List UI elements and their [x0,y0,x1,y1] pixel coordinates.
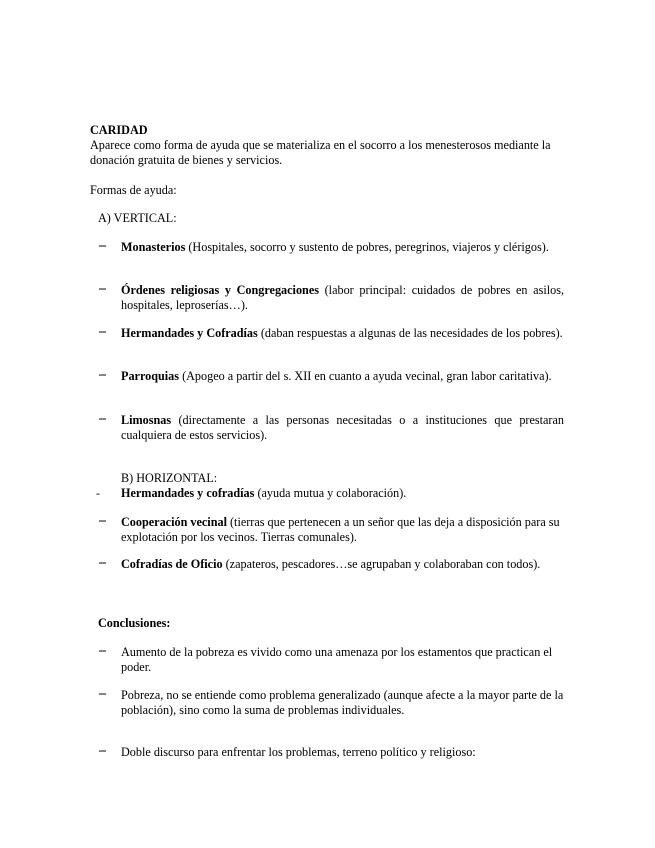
item-term: Monasterios [121,240,186,254]
item-term: Hermandades y cofradías [121,486,255,500]
item-term: Limosnas [121,413,172,427]
item-desc: (daban respuestas a algunas de las necesidades de los pobres). [257,326,563,340]
item-desc: (Apogeo a partir del s. XII en cuanto a ayuda vecinal, gran labor caritativa). [179,369,552,383]
item-term: Parroquias [121,369,180,383]
dash-bullet: – [99,743,106,758]
item-desc: (ayuda mutua y colaboración). [254,486,407,500]
list-item-text [121,240,564,255]
list-item-text [121,557,564,572]
list-item-text: Doble discurso para enfrentar los problemas, terreno político y religioso: [121,745,476,759]
list-item-text [121,369,564,384]
item-term: Órdenes religiosas y Congregaciones [121,283,319,297]
item-desc: (Hospitales, socorro y sustento de pobres, peregrinos, viajeros y clérigos). [185,240,549,254]
list-item-text [121,486,564,501]
document-title: CARIDAD [90,123,148,137]
list-item-text [121,326,564,341]
hyphen-bullet: - [96,486,100,500]
dash-bullet: – [99,238,106,253]
vertical-heading: A) VERTICAL: [98,211,177,225]
list-item-text [121,515,564,545]
list-item-text: Pobreza, no se entiende como problema generalizado (aunque afecte a la mayor parte de la población), sino como la suma de problemas individuales. [121,688,564,717]
item-term: Hermandades y Cofradías [121,326,258,340]
horizontal-heading: B) HORIZONTAL: [121,471,218,485]
dash-bullet: – [99,367,106,382]
list-item-text [121,413,564,443]
dash-bullet: – [99,686,106,701]
item-term: Cofradías de Oficio [121,557,223,571]
dash-bullet: – [99,324,106,339]
item-desc: (labor principal: cuidados de pobres en asilos, hospitales, leproserías…). [121,283,564,312]
item-desc: (directamente a las personas necesitadas o a instituciones que prestaran cualquiera de estos servicios). [121,413,564,442]
list-item-text [121,283,564,313]
list-item-text: Aumento de la pobreza es vivido como una amenaza por los estamentos que practican el poder. [121,645,553,674]
dash-bullet: – [99,281,106,296]
conclusiones-heading: Conclusiones: [98,616,171,630]
dash-bullet: – [99,643,106,658]
intro-paragraph: Aparece como forma de ayuda que se materializa en el socorro a los menesterosos mediante la donación gratuita de bienes y servicios. [90,138,551,167]
formas-heading: Formas de ayuda: [90,183,177,197]
dash-bullet: – [99,555,106,570]
item-term: Cooperación vecinal [121,515,227,529]
dash-bullet: – [99,411,106,426]
dash-bullet: – [99,513,106,528]
item-desc: (zapateros, pescadores…se agrupaban y colaboraban con todos). [222,557,541,571]
item-desc: (tierras que pertenecen a un señor que las deja a disposición para su explotación por los vecinos. Tierras comunales). [121,515,560,544]
